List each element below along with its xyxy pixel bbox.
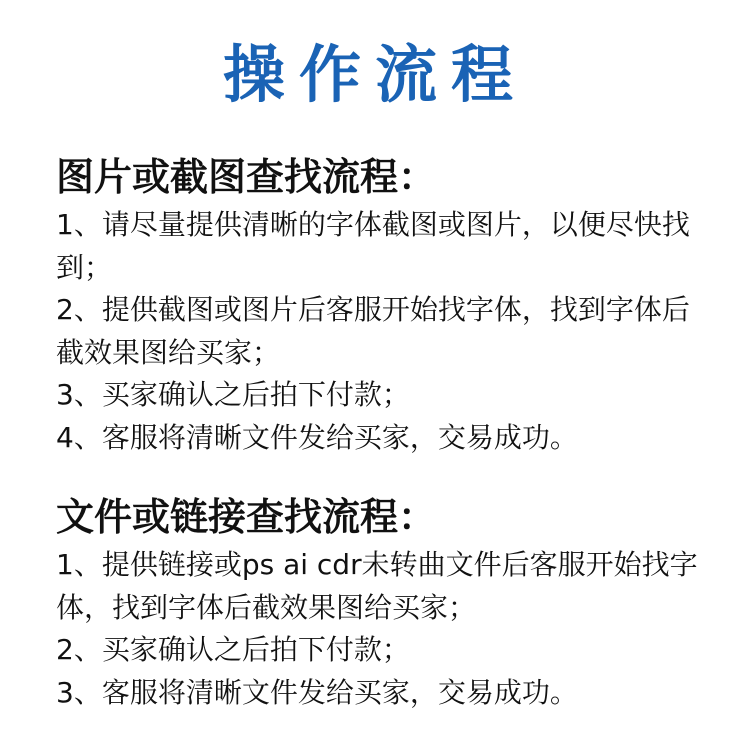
step-item: 3、客服将清晰文件发给买家，交易成功。 [56,675,578,709]
step-item: 3、买家确认之后拍下付款； [56,378,410,411]
section-heading: 图片或截图查找流程： [56,155,437,199]
file-link-search-section [56,492,716,714]
image-search-section [56,152,716,459]
step-item: 1、请尽量提供清晰的字体截图或图片，以便尽快找到； [56,208,690,284]
page-title: 操作流程 [222,38,527,111]
step-item: 2、买家确认之后拍下付款； [56,633,410,666]
step-item: 4、客服将清晰文件发给买家，交易成功。 [56,420,578,454]
step-item: 1、提供链接或ps ai cdr未转曲文件后客服开始找字体，找到字体后截效果图给买家； [56,548,698,624]
section-heading: 文件或链接查找流程： [56,495,437,539]
step-item: 2、提供截图或图片后客服开始找字体，找到字体后截效果图给买家； [56,293,690,369]
